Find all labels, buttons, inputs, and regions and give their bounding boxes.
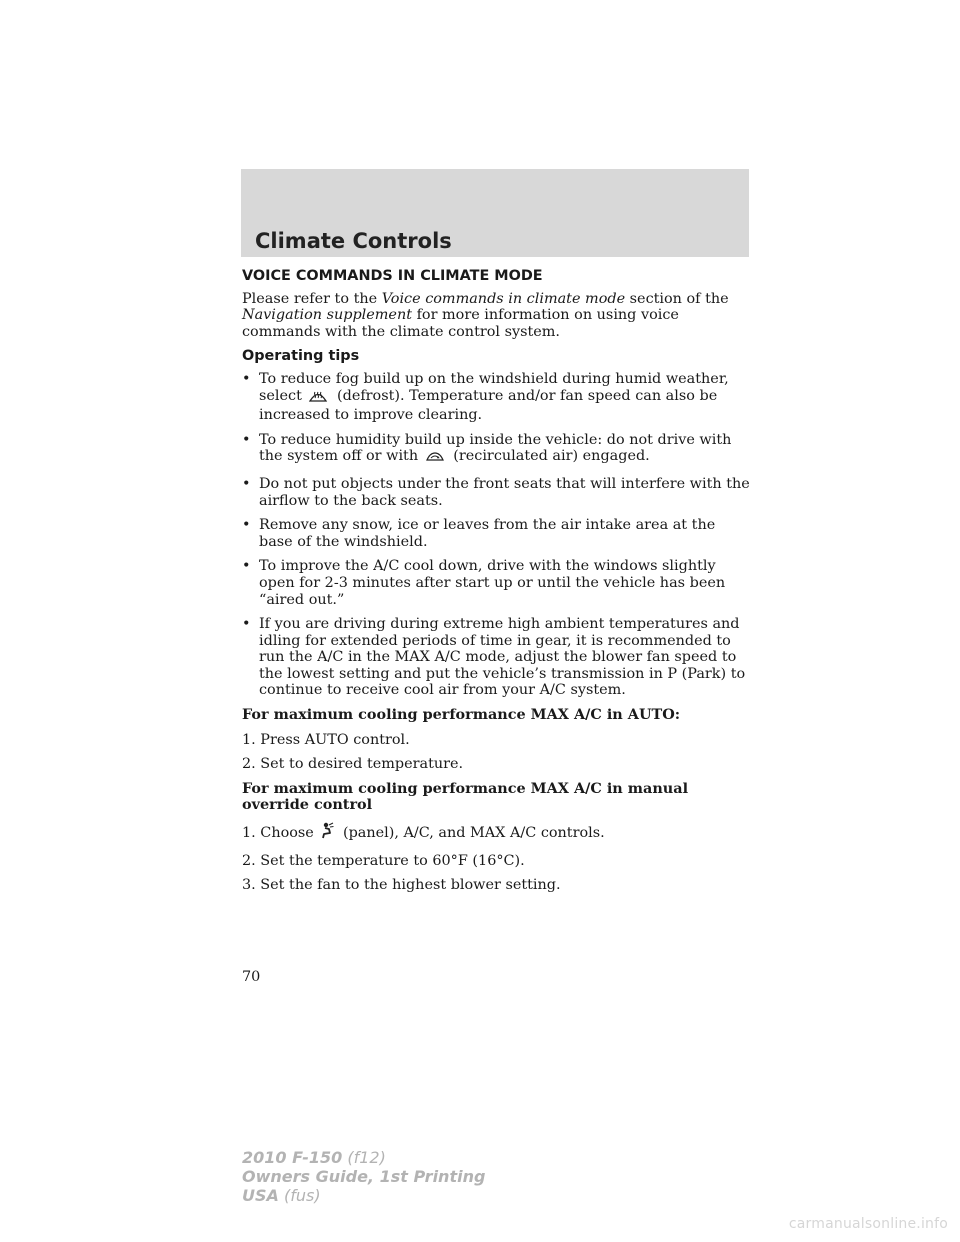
max-manual-step-1 (242, 822, 752, 845)
text-run: Please refer to the (242, 290, 382, 307)
bullet-mark: • (242, 475, 251, 492)
tip-text: Do not put objects under the front seats that will interfere with the airflow to the back seats. (259, 475, 750, 509)
max-manual-step-2: 2. Set the temperature to 60°F (16°C). (242, 852, 525, 869)
footer-line-2: Owners Guide, 1st Printing (242, 1167, 486, 1186)
bullet-mark: • (242, 558, 251, 575)
tip-text: (defrost). Temperature and/or fan speed can also be increased to improve clearing. (259, 387, 718, 424)
text-run: for more information on using voice commands with the climate control system. (242, 307, 679, 340)
section-header-band (241, 169, 749, 257)
operating-tips-heading: Operating tips (242, 348, 360, 365)
footer-region-code: (fus) (278, 1186, 321, 1205)
bullet-mark: • (242, 616, 251, 633)
tip-text: To reduce humidity build up inside the vehicle: do not drive with the system off or with (259, 431, 732, 465)
tips-list (242, 371, 752, 699)
list-item (242, 371, 752, 424)
list-item (242, 558, 752, 608)
footer-line-3 (242, 1186, 485, 1205)
page-content (242, 268, 752, 902)
watermark-text: carmanualsonline.info (788, 1216, 948, 1232)
tip-text: To reduce fog build up on the windshield during humid weather, select (259, 370, 729, 404)
tip-text: Remove any snow, ice or leaves from the air intake area at the base of the windshield. (259, 517, 716, 550)
list-item (242, 476, 752, 509)
bullet-mark: • (242, 431, 251, 448)
footer-model: 2010 F-150 (242, 1148, 343, 1167)
defrost-icon (308, 389, 328, 408)
step-text: (panel), A/C, and MAX A/C controls. (338, 825, 605, 842)
page-number: 70 (242, 969, 261, 985)
step-text: 1. Choose (242, 825, 319, 842)
voice-commands-paragraph (242, 291, 752, 341)
max-auto-step-2: 2. Set to desired temperature. (242, 756, 464, 773)
section-title: Climate Controls (255, 229, 452, 253)
max-manual-step-3: 3. Set the fan to the highest blower setting. (242, 877, 561, 894)
max-auto-heading: For maximum cooling performance MAX A/C in AUTO: (242, 706, 681, 724)
footer-line-1 (242, 1148, 485, 1167)
voice-commands-heading: VOICE COMMANDS IN CLIMATE MODE (242, 268, 543, 284)
text-run: section of the (625, 290, 729, 307)
bullet-mark: • (242, 517, 251, 534)
list-item (242, 517, 752, 550)
list-item (242, 616, 752, 699)
recirculated-air-icon (425, 451, 445, 468)
link-voice-commands-section: Voice commands in climate mode (381, 290, 626, 307)
tip-text: (recirculated air) engaged. (448, 448, 650, 465)
footer-region: USA (242, 1186, 279, 1205)
bullet-mark: • (242, 370, 251, 387)
panel-vent-icon (320, 822, 334, 845)
max-auto-step-1: 1. Press AUTO control. (242, 731, 410, 748)
list-item (242, 432, 752, 468)
tip-text: To improve the A/C cool down, drive with the windows slightly open for 2-3 minutes after start up or until the vehicle has been “aired out.” (259, 558, 726, 608)
print-footer (242, 1148, 485, 1205)
tip-text: If you are driving during extreme high ambient temperatures and idling for extended periods of time in gear, it is recommended to run the A/C in the MAX A/C mode, adjust the blower fan speed to the lowest setting and put the vehicle’s transmission in P (Park) to continue to receive cool air from your A/C system. (259, 616, 746, 699)
footer-code: (f12) (342, 1148, 386, 1167)
max-manual-heading: For maximum cooling performance MAX A/C in manual override control (242, 779, 689, 814)
link-navigation-supplement: Navigation supplement (242, 307, 412, 324)
